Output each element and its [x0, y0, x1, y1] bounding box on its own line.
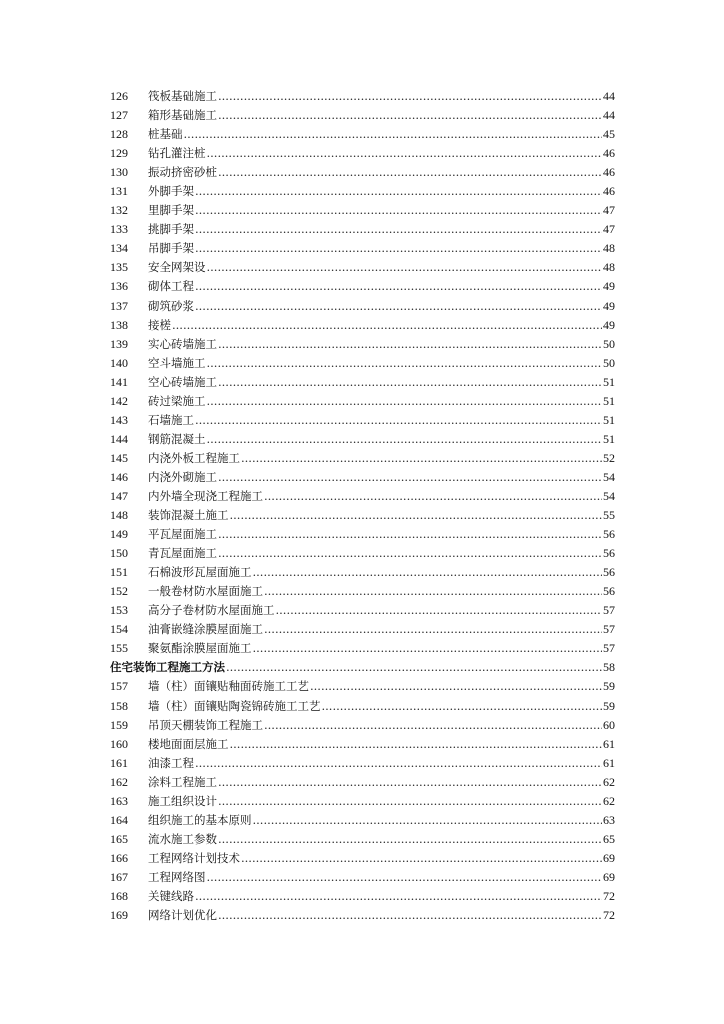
toc-entry-number: 146	[110, 469, 128, 484]
dot-leader	[195, 220, 602, 239]
toc-entry-title: 组织施工的基本原则	[148, 812, 252, 827]
dot-leader	[230, 506, 603, 525]
toc-entry-number: 144	[110, 431, 128, 446]
toc-entry-page-number: 45	[603, 127, 615, 142]
toc-entry-title: 涂料工程施工	[148, 774, 217, 789]
toc-entry-page-number: 48	[603, 241, 615, 256]
toc-entry-title: 空心砖墙施工	[148, 374, 217, 389]
toc-entry-title: 石棉波形瓦屋面施工	[148, 565, 252, 580]
toc-entry[interactable]	[110, 373, 615, 392]
toc-entry[interactable]	[110, 582, 615, 601]
dot-leader	[264, 716, 602, 735]
toc-entry-page-number: 58	[603, 660, 615, 675]
toc-entry-number: 168	[110, 888, 128, 903]
toc-entry-page-number: 60	[603, 717, 615, 732]
toc-entry-page-number: 46	[603, 165, 615, 180]
toc-entry[interactable]	[110, 887, 615, 906]
toc-entry-page-number: 54	[603, 488, 615, 503]
toc-entry-number: 129	[110, 146, 128, 161]
toc-entry-number: 153	[110, 603, 128, 618]
dot-leader	[264, 620, 602, 639]
toc-entry-title: 工程网络图	[148, 869, 206, 884]
toc-entry-page-number: 65	[603, 831, 615, 846]
toc-entry-page-number: 56	[603, 584, 615, 599]
toc-entry-page-number: 61	[603, 736, 615, 751]
toc-entry-number: 169	[110, 908, 128, 923]
toc-entry-page-number: 46	[603, 146, 615, 161]
toc-entry-page-number: 62	[603, 793, 615, 808]
dot-leader	[218, 792, 602, 811]
toc-entry-title: 筏板基础施工	[148, 89, 217, 103]
toc-entry-number: 141	[110, 374, 128, 389]
toc-entry[interactable]	[110, 106, 615, 125]
toc-entry[interactable]	[110, 792, 615, 811]
toc-entry-number: 150	[110, 546, 128, 561]
dot-leader	[264, 582, 602, 601]
toc-entry-title: 桩基础	[148, 127, 183, 142]
dot-leader	[253, 811, 603, 830]
toc-entry[interactable]	[110, 297, 615, 316]
toc-entry-number: 143	[110, 412, 128, 427]
toc-entry-title: 实心砖墙施工	[148, 336, 217, 351]
toc-entry-page-number: 57	[603, 641, 615, 656]
toc-entry-number: 138	[110, 317, 128, 332]
toc-entry-number: 130	[110, 165, 128, 180]
toc-entry-page-number: 54	[603, 469, 615, 484]
toc-entry-page-number: 52	[603, 450, 615, 465]
toc-entry-title: 流水施工参数	[148, 831, 217, 846]
toc-entry-number: 149	[110, 527, 128, 542]
dot-leader	[195, 239, 602, 258]
dot-leader	[226, 658, 602, 677]
toc-entry[interactable]	[110, 754, 615, 773]
toc-entry-title: 墙（柱）面镶贴陶瓷锦砖施工工艺	[148, 698, 321, 713]
toc-entry-title: 接槎	[148, 317, 171, 332]
dot-leader	[207, 392, 603, 411]
dot-leader	[172, 316, 602, 335]
toc-entry-title: 砌体工程	[148, 279, 194, 294]
toc-entry-page-number: 50	[603, 336, 615, 351]
toc-entry[interactable]	[110, 811, 615, 830]
toc-entry-page-number: 49	[603, 298, 615, 313]
toc-entry-number: 148	[110, 508, 128, 523]
toc-entry-title: 楼地面面层施工	[148, 736, 229, 751]
toc-entry[interactable]	[110, 87, 615, 106]
toc-entry[interactable]	[110, 697, 615, 716]
dot-leader	[264, 487, 602, 506]
toc-entry-title: 平瓦屋面施工	[148, 527, 217, 542]
toc-entry[interactable]	[110, 258, 615, 277]
toc-entry[interactable]	[110, 182, 615, 201]
toc-entry-page-number: 46	[603, 184, 615, 199]
toc-entry[interactable]	[110, 316, 615, 335]
toc-entry-title: 吊顶天棚装饰工程施工	[148, 717, 263, 732]
toc-entry-page-number: 49	[603, 279, 615, 294]
toc-entry-number: 147	[110, 488, 128, 503]
dot-leader	[207, 258, 603, 277]
toc-entry-title: 吊脚手架	[148, 241, 194, 256]
dot-leader	[230, 735, 603, 754]
toc-entry[interactable]	[110, 354, 615, 373]
toc-entry[interactable]	[110, 525, 615, 544]
toc-entry-number: 139	[110, 336, 128, 351]
toc-entry-number: 154	[110, 622, 128, 637]
toc-entry[interactable]	[110, 125, 615, 144]
toc-entry[interactable]	[110, 544, 615, 563]
toc-entry[interactable]	[110, 773, 615, 792]
toc-entry-page-number: 51	[603, 412, 615, 427]
toc-entry-page-number: 44	[603, 89, 615, 103]
toc-entry-page-number: 57	[603, 603, 615, 618]
toc-entry-page-number: 62	[603, 774, 615, 789]
toc-entry-title: 网络计划优化	[148, 908, 217, 923]
toc-entry-title: 振动挤密砂桩	[148, 165, 217, 180]
dot-leader	[218, 906, 602, 925]
dot-leader	[195, 277, 602, 296]
toc-entry[interactable]	[110, 868, 615, 887]
dot-leader	[207, 354, 603, 373]
toc-entry-number: 134	[110, 241, 128, 256]
toc-entry-page-number: 50	[603, 355, 615, 370]
toc-entry-page-number: 69	[603, 869, 615, 884]
toc-entry-title: 箱形基础施工	[148, 108, 217, 123]
toc-entry-page-number: 59	[603, 679, 615, 694]
toc-entry-title: 关键线路	[148, 888, 194, 903]
dot-leader	[276, 601, 603, 620]
toc-entry-title: 施工组织设计	[148, 793, 217, 808]
toc-entry[interactable]	[110, 277, 615, 296]
toc-entry-page-number: 59	[603, 698, 615, 713]
toc-entry-page-number: 72	[603, 908, 615, 923]
dot-leader	[218, 525, 602, 544]
toc-entry[interactable]	[110, 906, 615, 925]
toc-entry-title: 住宅装饰工程施工方法	[110, 660, 225, 675]
toc-entry-page-number: 51	[603, 431, 615, 446]
dot-leader	[218, 87, 602, 106]
toc-entry-number: 136	[110, 279, 128, 294]
toc-entry-number: 157	[110, 679, 128, 694]
toc-entry-title: 挑脚手架	[148, 222, 194, 237]
toc-entry-number: 145	[110, 450, 128, 465]
toc-entry[interactable]	[110, 601, 615, 620]
toc-entry-page-number: 51	[603, 393, 615, 408]
dot-leader	[322, 697, 603, 716]
dot-leader	[253, 563, 603, 582]
toc-entry-page-number: 56	[603, 527, 615, 542]
toc-entry-title: 里脚手架	[148, 203, 194, 218]
toc-entry[interactable]	[110, 201, 615, 220]
dot-leader	[207, 144, 603, 163]
toc-entry-title: 钢筋混凝土	[148, 431, 206, 446]
toc-entry-page-number: 69	[603, 850, 615, 865]
toc-entry[interactable]	[110, 411, 615, 430]
toc-entry-title: 砌筑砂浆	[148, 298, 194, 313]
toc-entry[interactable]	[110, 144, 615, 163]
toc-entry-title: 内浇外板工程施工	[148, 450, 240, 465]
toc-entry-number: 165	[110, 831, 128, 846]
toc-entry-number: 167	[110, 869, 128, 884]
dot-leader	[253, 639, 603, 658]
toc-entry-title: 工程网络计划技术	[148, 850, 240, 865]
dot-leader	[218, 106, 602, 125]
dot-leader	[195, 201, 602, 220]
toc-entry-number: 161	[110, 755, 128, 770]
toc-entry-title: 外脚手架	[148, 184, 194, 199]
toc-entry[interactable]	[110, 716, 615, 735]
toc-entry-page-number: 51	[603, 374, 615, 389]
toc-entry-title: 青瓦屋面施工	[148, 546, 217, 561]
toc-entry-title: 装饰混凝土施工	[148, 508, 229, 523]
toc-entry-number: 155	[110, 641, 128, 656]
dot-leader	[207, 430, 603, 449]
dot-leader	[218, 373, 602, 392]
toc-entry-title: 砖过梁施工	[148, 393, 206, 408]
toc-entry-page-number: 47	[603, 203, 615, 218]
toc-entry[interactable]	[110, 239, 615, 258]
toc-entry-number: 126	[110, 89, 128, 103]
toc-entry-number: 132	[110, 203, 128, 218]
toc-entry-page-number: 48	[603, 260, 615, 275]
toc-entry[interactable]	[110, 677, 615, 696]
toc-entry[interactable]	[110, 468, 615, 487]
toc-entry[interactable]	[110, 620, 615, 639]
toc-entry[interactable]	[110, 506, 615, 525]
toc-entry-page-number: 61	[603, 755, 615, 770]
dot-leader	[207, 868, 603, 887]
toc-entry-page-number: 56	[603, 565, 615, 580]
dot-leader	[195, 182, 602, 201]
dot-leader	[218, 830, 602, 849]
dot-leader	[241, 849, 602, 868]
toc-entry-number: 164	[110, 812, 128, 827]
toc-entry-title: 钻孔灌注桩	[148, 146, 206, 161]
toc-entry-title: 石墙施工	[148, 412, 194, 427]
toc-entry-number: 151	[110, 565, 128, 580]
toc-entry[interactable]	[110, 220, 615, 239]
toc-entry[interactable]	[110, 163, 615, 182]
toc-entry[interactable]	[110, 563, 615, 582]
toc-section-heading[interactable]	[110, 658, 615, 677]
toc-entry[interactable]	[110, 639, 615, 658]
toc-entry-number: 152	[110, 584, 128, 599]
toc-entry-number: 137	[110, 298, 128, 313]
dot-leader	[184, 125, 603, 144]
toc-entry-number: 162	[110, 774, 128, 789]
toc-entry-title: 油膏嵌缝涂膜屋面施工	[148, 622, 263, 637]
toc-entry-page-number: 72	[603, 888, 615, 903]
toc-entry-title: 空斗墙施工	[148, 355, 206, 370]
toc-entry-page-number: 56	[603, 546, 615, 561]
toc-entry[interactable]	[110, 392, 615, 411]
toc-entry-title: 一般卷材防水屋面施工	[148, 584, 263, 599]
toc-entry-page-number: 63	[603, 812, 615, 827]
toc-entry[interactable]	[110, 335, 615, 354]
dot-leader	[218, 773, 602, 792]
toc-entry-title: 内浇外砌施工	[148, 469, 217, 484]
toc-entry-number: 160	[110, 736, 128, 751]
toc-entry-title: 墙（柱）面镶贴釉面砖施工工艺	[148, 679, 309, 694]
toc-entry[interactable]	[110, 449, 615, 468]
toc-entry-number: 131	[110, 184, 128, 199]
dot-leader	[195, 887, 602, 906]
toc-entry-title: 聚氨酯涂膜屋面施工	[148, 641, 252, 656]
toc-entry-number: 163	[110, 793, 128, 808]
dot-leader	[195, 754, 602, 773]
toc-entry-number: 140	[110, 355, 128, 370]
dot-leader	[218, 544, 602, 563]
toc-entry-page-number: 57	[603, 622, 615, 637]
toc-entry-number: 127	[110, 108, 128, 123]
toc-entry[interactable]	[110, 487, 615, 506]
toc-entry[interactable]	[110, 830, 615, 849]
toc-entry-number: 133	[110, 222, 128, 237]
toc-entry[interactable]	[110, 735, 615, 754]
toc-entry-page-number: 47	[603, 222, 615, 237]
toc-entry-number: 166	[110, 850, 128, 865]
toc-entry-number: 158	[110, 698, 128, 713]
toc-entry-number: 128	[110, 127, 128, 142]
dot-leader	[218, 468, 602, 487]
toc-entry-title: 高分子卷材防水屋面施工	[148, 603, 275, 618]
toc-entry-page-number: 44	[603, 108, 615, 123]
table-of-contents	[110, 87, 615, 925]
toc-entry-title: 油漆工程	[148, 755, 194, 770]
toc-entry-number: 159	[110, 717, 128, 732]
toc-entry-number: 142	[110, 393, 128, 408]
toc-entry-page-number: 55	[603, 508, 615, 523]
toc-entry-number: 135	[110, 260, 128, 275]
toc-entry-title: 内外墙全现浇工程施工	[148, 488, 263, 503]
toc-entry-page-number: 49	[603, 317, 615, 332]
toc-entry[interactable]	[110, 849, 615, 868]
dot-leader	[218, 335, 602, 354]
dot-leader	[195, 297, 602, 316]
dot-leader	[241, 449, 602, 468]
dot-leader	[195, 411, 602, 430]
dot-leader	[310, 677, 602, 696]
toc-entry[interactable]	[110, 430, 615, 449]
dot-leader	[218, 163, 602, 182]
toc-entry-title: 安全网架设	[148, 260, 206, 275]
